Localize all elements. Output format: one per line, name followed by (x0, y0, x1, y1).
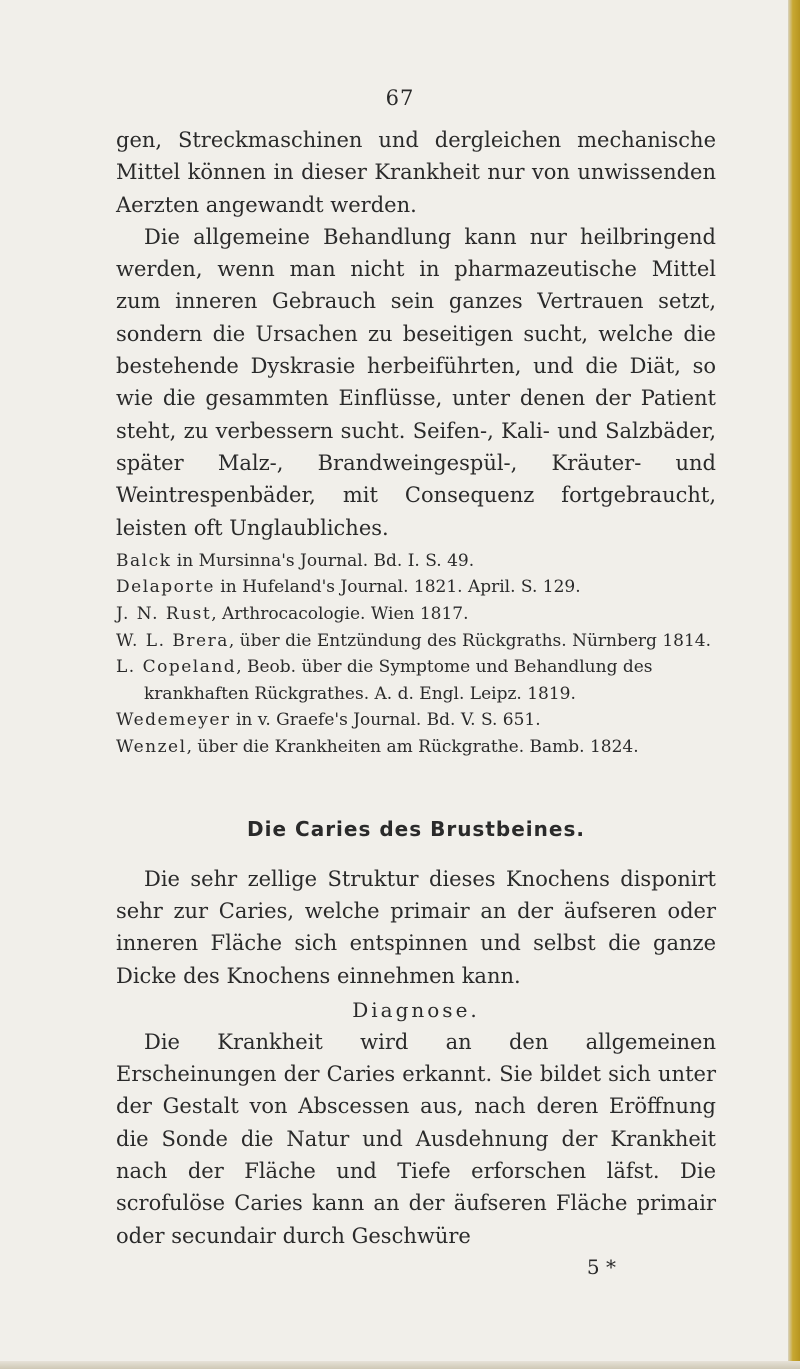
reference-detail: , über die Krankheiten am Rückgrathe. Bamb. 1824. (186, 737, 639, 758)
reference-detail: in Mursinna's Journal. Bd. I. S. 49. (171, 550, 475, 571)
page-number: 67 (385, 86, 415, 110)
reference-item (116, 628, 716, 655)
intro-paragraph-2: Die allgemeine Behandlung kann nur heilbringend werden, wenn man nicht in pharmazeutische Mittel zum inneren Gebrauch sein ganzes Vertrauen setzt, sondern die Ursachen zu beseitigen sucht, welche die bestehende Dyskrasie herbeiführten, und die Diät, so wie die gesammten Einflüsse, unter denen der Patient steht, zu verbessern sucht. Seifen-, Kali- und Salzbäder, später Malz-, Brandweingespül-, Kräuter- und Weintrespenbäder, mit Consequenz fortgebraucht, leisten oft Unglaubliches. (116, 224, 716, 540)
subsection-paragraph: Die Krankheit wird an den allgemeinen Erscheinungen der Caries erkannt. Sie bildet sich unter der Gestalt von Abscessen aus, nach deren Eröffnung die Sonde die Natur und Ausdehnung der Krankheit nach der Fläche und Tiefe erforschen läfst. Die scrofulöse Caries kann an der äufseren Fläche primair oder secundair durch Geschwüre (116, 1029, 716, 1248)
reference-item (116, 707, 716, 734)
section-heading: Die Caries des Brustbeines. (247, 816, 585, 841)
subsection-heading: Diagnose. (352, 997, 480, 1022)
section-paragraph: Die sehr zellige Struktur dieses Knochens disponirt sehr zur Caries, welche primair an der äufseren oder inneren Fläche sich entspinnen und selbst die ganze Dicke des Knochens einnehmen kann. (116, 866, 716, 988)
reference-detail: in v. Graefe's Journal. Bd. V. S. 651. (230, 710, 541, 731)
reference-item (116, 654, 716, 707)
reference-list (116, 548, 716, 761)
reference-author: Balck (116, 550, 172, 571)
reference-detail: , Arthrocacologie. Wien 1817. (211, 604, 469, 625)
reference-detail: in Hufeland's Journal. 1821. April. S. 129. (214, 577, 581, 598)
reference-detail: , über die Entzündung des Rückgraths. Nürnberg 1814. (228, 630, 712, 651)
reference-author: Delaporte (116, 577, 215, 598)
reference-author: W. L. Brera (116, 630, 229, 651)
reference-item (116, 574, 716, 601)
reference-author: Wenzel (116, 737, 187, 758)
reference-author: L. Copeland (116, 657, 237, 678)
intro-paragraph-1: gen, Streckmaschinen und dergleichen mechanische Mittel können in dieser Krankheit nur von unwissenden Aerzten angewandt werden. (116, 128, 716, 217)
reference-author: J. N. Rust (116, 604, 212, 625)
signature-mark: 5 * (586, 1254, 616, 1279)
reference-author: Wedemeyer (116, 710, 231, 731)
page-edge-right (788, 0, 800, 1369)
reference-item (116, 734, 716, 761)
page-edge-bottom (0, 1361, 800, 1369)
page-text (116, 124, 716, 1282)
reference-item (116, 548, 716, 575)
reference-item (116, 601, 716, 628)
reference-detail: , Beob. über die Symptome und Behandlung des krankhaften Rückgrathes. A. d. Engl. Leipz. 1819. (144, 657, 653, 704)
